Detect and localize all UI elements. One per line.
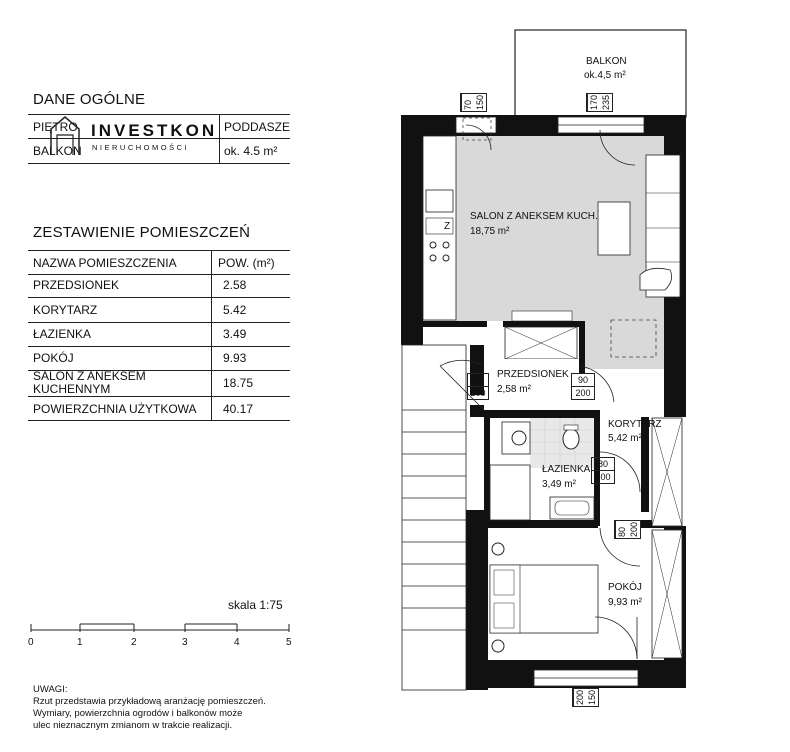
floor-label: PIĘTRO xyxy=(33,120,78,134)
lazienka-area: 3,49 m² xyxy=(542,479,576,490)
fridge-mark: Z xyxy=(444,221,451,232)
pokoj-label: POKÓJ xyxy=(608,582,642,593)
scale-label: skala 1:75 xyxy=(228,598,283,612)
notes-title: UWAGI: xyxy=(33,684,68,695)
col-header-name: NAZWA POMIESZCZENIA xyxy=(33,256,177,270)
salon-label: SALON Z ANEKSEM KUCH. xyxy=(470,211,598,222)
dim-entry-door xyxy=(467,373,489,400)
notes-line: ulec nieznacznym zmianom w trakcie realizacji. xyxy=(33,720,233,731)
salon-area: 18,75 m² xyxy=(470,226,510,237)
table-row-name-line2: KUCHENNYM xyxy=(33,382,111,396)
logo-name: INVESTKON xyxy=(91,121,218,140)
rooms-title: ZESTAWIENIE POMIESZCZEŃ xyxy=(33,224,251,241)
dim-value: 235 xyxy=(601,95,611,111)
dim-value: 70 xyxy=(461,94,474,111)
scale-tick: 2 xyxy=(131,637,137,648)
balcony-value: ok. 4.5 m² xyxy=(224,144,278,158)
dim-value: 200 xyxy=(470,388,486,398)
table-row-name: POKÓJ xyxy=(33,351,74,365)
dim-lazienka-door xyxy=(591,457,615,484)
table-row-area: 9.93 xyxy=(223,351,247,365)
dim-value: 170 xyxy=(589,95,599,111)
lazienka-label: ŁAZIENKA xyxy=(542,464,591,475)
korytarz-area: 5,42 m² xyxy=(608,433,642,444)
table-row-area: 40.17 xyxy=(223,402,254,416)
pokoj-area: 9,93 m² xyxy=(608,597,642,608)
dim-value: 90 xyxy=(468,374,488,387)
notes-line: Wymiary, powierzchnia ogrodów i balkonów może xyxy=(33,708,243,719)
dim-value: 150 xyxy=(475,95,485,111)
dim-value: 80 xyxy=(615,521,628,538)
dim-value: 150 xyxy=(587,690,597,706)
korytarz-label: KORYTARZ xyxy=(608,419,662,430)
scale-tick: 1 xyxy=(77,637,83,648)
dim-window-top-left xyxy=(460,93,487,112)
table-row-name: KORYTARZ xyxy=(33,303,98,317)
table-row-area: 5.42 xyxy=(223,303,247,317)
dim-value: 200 xyxy=(575,388,591,398)
dim-value: 200 xyxy=(595,472,611,482)
scale-tick: 4 xyxy=(234,637,240,648)
przedsionek-area: 2,58 m² xyxy=(497,384,531,395)
table-row-area: 2.58 xyxy=(223,278,247,292)
notes-line: Rzut przedstawia przykładową aranżację pomieszczeń. xyxy=(33,696,266,707)
balkon-area: ok.4,5 m² xyxy=(584,70,626,81)
logo-subtitle: NIERUCHOMOŚCI xyxy=(92,143,190,152)
table-row-area: 18.75 xyxy=(223,376,254,390)
floor-value: PODDASZE xyxy=(224,120,291,134)
dim-pokoj-door xyxy=(614,520,641,539)
table-row-name-line1: SALON Z ANEKSEM xyxy=(33,369,146,383)
scale-tick: 3 xyxy=(182,637,188,648)
table-row-name: POWIERZCHNIA UŻYTKOWA xyxy=(33,402,197,416)
dim-value: 200 xyxy=(575,690,585,706)
dim-window-top-right xyxy=(586,93,613,112)
balcony-label: BALKON xyxy=(33,144,82,158)
scale-tick: 5 xyxy=(286,637,292,648)
dim-value: 80 xyxy=(592,458,614,471)
stairs xyxy=(402,345,466,690)
przedsionek-label: PRZEDSIONEK xyxy=(497,369,569,380)
table-row-name: PRZEDSIONEK xyxy=(33,278,120,292)
dim-value: 90 xyxy=(572,374,594,387)
dim-window-bottom xyxy=(572,688,599,707)
scale-tick: 0 xyxy=(28,637,34,648)
col-header-area: POW. (m²) xyxy=(218,256,275,270)
table-row-name: ŁAZIENKA xyxy=(33,327,92,341)
table-row-area: 3.49 xyxy=(223,327,247,341)
dim-value: 200 xyxy=(629,522,639,538)
balkon-label: BALKON xyxy=(586,56,627,67)
general-title: DANE OGÓLNE xyxy=(33,91,146,108)
dim-przedsionek-door xyxy=(571,373,595,400)
